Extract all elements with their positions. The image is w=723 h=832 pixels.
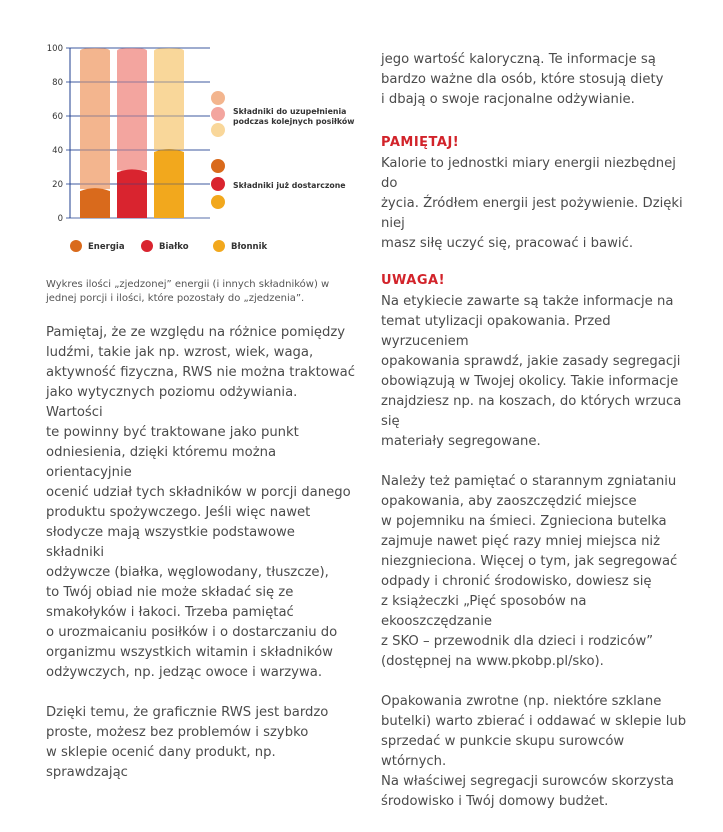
- right-paragraph: [381, 692, 693, 812]
- left-paragraph: [46, 323, 356, 683]
- right-paragraph: [381, 472, 693, 672]
- text-line: słodycze mają wszystkie podstawowe składniki: [46, 525, 295, 560]
- pamietaj-heading: PAMIĘTAJ!: [381, 135, 460, 150]
- text-line: ocenić udział tych składników w porcji danego: [46, 485, 351, 500]
- bar-remaining: [154, 48, 184, 150]
- legend-dot: [213, 240, 225, 252]
- chart-caption: [46, 278, 346, 306]
- text-line: Na właściwej segregacji surowców skorzysta: [381, 774, 675, 789]
- legend-label: Energia: [88, 242, 125, 252]
- legend-remaining-label: podczas kolejnych posiłków: [233, 117, 355, 126]
- text-line: Opakowania zwrotne (np. niektóre szklane: [381, 694, 662, 709]
- text-line: to Twój obiad nie może składać się ze: [46, 585, 294, 600]
- text-line: znajdziesz np. na koszach, do których wrzuca się: [381, 394, 682, 429]
- right-paragraphs: [381, 472, 693, 812]
- y-tick-label: 0: [57, 214, 63, 224]
- bar-delivered: [80, 188, 110, 218]
- text-line: masz siłę uczyć się, pracować i bawić.: [381, 236, 634, 251]
- pamietaj-section: [381, 134, 693, 254]
- text-line: aktywność fizyczna, RWS nie można traktować: [46, 365, 355, 380]
- nutrient-chart: [46, 36, 366, 266]
- text-line: te powinny być traktowane jako punkt: [46, 425, 299, 440]
- text-line: materiały segregowane.: [381, 434, 541, 449]
- legend-dot-delivered: [211, 177, 225, 191]
- legend-dot-remaining: [211, 123, 225, 137]
- text-line: temat utylizacji opakowania. Przed wyrzuceniem: [381, 314, 611, 349]
- text-line: środowisko i Twój domowy budżet.: [381, 794, 609, 809]
- bar-remaining: [80, 48, 110, 189]
- intro-paragraph: [381, 50, 693, 110]
- text-line: Na etykiecie zawarte są także informacje na: [381, 294, 674, 309]
- text-line: odżywczych, np. jedząc owoce i warzywa.: [46, 665, 323, 680]
- y-tick-label: 60: [52, 112, 63, 122]
- text-line: odpady i chronić środowisko, dowiesz się: [381, 574, 652, 589]
- text-line: niezgnieciona. Więcej o tym, jak segregować: [381, 554, 678, 569]
- text-line: organizmu wszystkich witamin i składników: [46, 645, 333, 660]
- legend-dot-delivered: [211, 195, 225, 209]
- text-line: jego wartość kaloryczną. Te informacje są: [381, 52, 656, 67]
- left-body-text: [46, 323, 356, 803]
- text-line: Należy też pamiętać o starannym zgniataniu: [381, 474, 677, 489]
- text-line: produktu spożywczego. Jeśli więc nawet: [46, 505, 311, 520]
- text-line: smakołyków i łakoci. Trzeba pamiętać: [46, 605, 294, 620]
- text-line: Kalorie to jednostki miary energii niezbędnej do: [381, 156, 676, 191]
- text-line: odniesienia, dzięki któremu można orientacyjnie: [46, 445, 277, 480]
- text-line: w pojemniku na śmieci. Zgnieciona butelka: [381, 514, 667, 529]
- right-column: [381, 50, 693, 832]
- text-line: bardzo ważne dla osób, które stosują diety: [381, 72, 664, 87]
- text-line: (dostępnej na www.pkobp.pl/sko).: [381, 654, 604, 669]
- text-line: zajmuje nawet pięć razy mniej miejsca niż: [381, 534, 661, 549]
- y-tick-label: 100: [46, 44, 63, 54]
- text-line: w sklepie ocenić dany produkt, np. sprawdzając: [46, 745, 276, 780]
- text-line: opakowania, aby zaoszczędzić miejsce: [381, 494, 637, 509]
- legend-dot-remaining: [211, 91, 225, 105]
- text-line: z książeczki „Pięć sposobów na ekooszczędzanie: [381, 594, 587, 629]
- text-line: opakowania sprawdź, jakie zasady segregacji: [381, 354, 681, 369]
- legend-dot: [70, 240, 82, 252]
- text-line: obowiązują w Twojej okolicy. Takie informacje: [381, 374, 679, 389]
- text-line: Pamiętaj, że ze względu na różnice pomiędzy: [46, 325, 346, 340]
- caption-line: jednej porcji i ilości, które pozostały do „zjedzenia”.: [46, 293, 305, 304]
- y-tick-label: 80: [52, 78, 63, 88]
- uwaga-section: [381, 272, 693, 452]
- y-tick-label: 20: [52, 180, 63, 190]
- legend-delivered-label: Składniki już dostarczone: [233, 181, 346, 190]
- legend-dot: [141, 240, 153, 252]
- legend-dot-remaining: [211, 107, 225, 121]
- text-line: jako wytycznych poziomu odżywiania. Wartości: [46, 385, 298, 420]
- text-line: butelki) warto zbierać i oddawać w sklepie lub: [381, 714, 687, 729]
- text-line: ludźmi, takie jak np. wzrost, wiek, waga,: [46, 345, 314, 360]
- text-line: Dzięki temu, że graficznie RWS jest bardzo: [46, 705, 329, 720]
- text-line: z SKO – przewodnik dla dzieci i rodziców”: [381, 634, 654, 649]
- text-line: sprzedać w punkcie skupu surowców wtórnych.: [381, 734, 625, 769]
- left-paragraph: [46, 703, 356, 783]
- pamietaj-body: [381, 154, 693, 254]
- text-line: proste, możesz bez problemów i szybko: [46, 725, 309, 740]
- text-line: odżywcze (białka, węglowodany, tłuszcze),: [46, 565, 329, 580]
- bar-delivered: [154, 149, 184, 218]
- bar-remaining: [117, 48, 147, 170]
- y-tick-label: 40: [52, 146, 63, 156]
- bar-delivered: [117, 169, 147, 218]
- legend-label: Białko: [159, 242, 189, 252]
- text-line: i dbają o swoje racjonalne odżywianie.: [381, 92, 635, 107]
- legend-label: Błonnik: [231, 242, 268, 252]
- uwaga-body: [381, 292, 693, 452]
- text-line: życia. Źródłem energii jest pożywienie. Dzięki niej: [381, 196, 683, 231]
- text-line: o urozmaicaniu posiłków i o dostarczaniu do: [46, 625, 338, 640]
- caption-line: Wykres ilości „zjedzonej” energii (i innych składników) w: [46, 279, 330, 290]
- legend-dot-delivered: [211, 159, 225, 173]
- uwaga-heading: UWAGA!: [381, 273, 446, 288]
- legend-remaining-label: Składniki do uzupełnienia: [233, 107, 347, 116]
